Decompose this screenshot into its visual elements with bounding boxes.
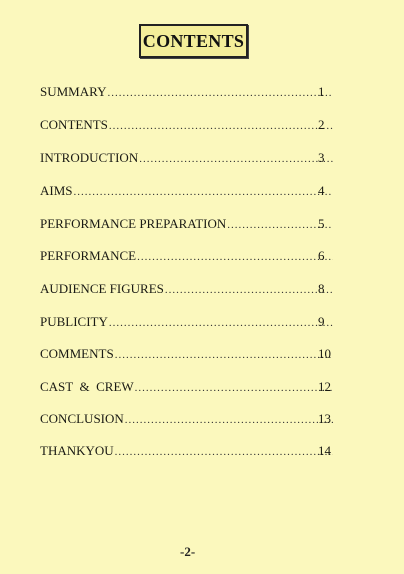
dot-leader — [135, 379, 333, 397]
toc-entry — [40, 410, 334, 428]
toc-entry-page: 4 — [318, 183, 325, 198]
dot-leader — [125, 411, 333, 429]
toc-entry — [40, 442, 334, 460]
dot-leader — [74, 183, 333, 201]
dot-leader — [137, 248, 333, 266]
toc-entry — [40, 149, 334, 167]
dot-leader — [107, 84, 333, 102]
toc-entry-label: SUMMARY — [40, 84, 107, 99]
toc-entry — [40, 247, 334, 265]
dot-leader — [165, 281, 333, 299]
toc-entry-page: 12 — [318, 379, 331, 394]
toc-entry-page: 1 — [318, 84, 325, 99]
toc-entry — [40, 83, 334, 101]
toc-entry-label: COMMENTS — [40, 346, 114, 361]
toc-entry-page: 6 — [318, 248, 325, 263]
toc-entry — [40, 378, 334, 396]
toc-entry-label: PERFORMANCE PREPARATION — [40, 216, 227, 231]
toc-entry — [40, 345, 334, 363]
toc-entry — [40, 116, 334, 134]
toc-entry — [40, 280, 334, 298]
dot-leader — [115, 443, 333, 461]
toc-entry-label: CONTENTS — [40, 117, 108, 132]
toc-entry-label: PERFORMANCE — [40, 248, 137, 263]
toc-entry — [40, 182, 334, 200]
toc-entry-label: CONCLUSION — [40, 411, 124, 426]
contents-title-box — [139, 24, 248, 58]
toc-entry-page: 10 — [318, 346, 331, 361]
dot-leader — [109, 314, 333, 332]
dot-leader — [109, 117, 333, 135]
toc-entry — [40, 215, 334, 233]
page-title: CONTENTS — [142, 30, 245, 51]
toc-entry-page: 9 — [318, 314, 325, 329]
toc-entry-page: 5 — [318, 216, 325, 231]
dot-leader — [115, 346, 333, 364]
toc-entry-page: 13 — [318, 411, 331, 426]
toc-entry-page: 8 — [318, 281, 325, 296]
toc-entry-label: PUBLICITY — [40, 314, 108, 329]
toc-entry-label: AIMS — [40, 183, 73, 198]
dot-leader — [139, 150, 333, 168]
toc-entry-label: AUDIENCE FIGURES — [40, 281, 164, 296]
toc-entry-page: 2 — [318, 117, 325, 132]
footer-page-number: -2- — [180, 544, 196, 559]
toc-entry-label: INTRODUCTION — [40, 150, 139, 165]
toc-entry — [40, 313, 334, 331]
toc-entry-label: CAST & CREW — [40, 379, 134, 394]
toc-entry-label: THANKYOU — [40, 443, 114, 458]
toc-entry-page: 3 — [318, 150, 325, 165]
toc-entry-page: 14 — [318, 443, 331, 458]
